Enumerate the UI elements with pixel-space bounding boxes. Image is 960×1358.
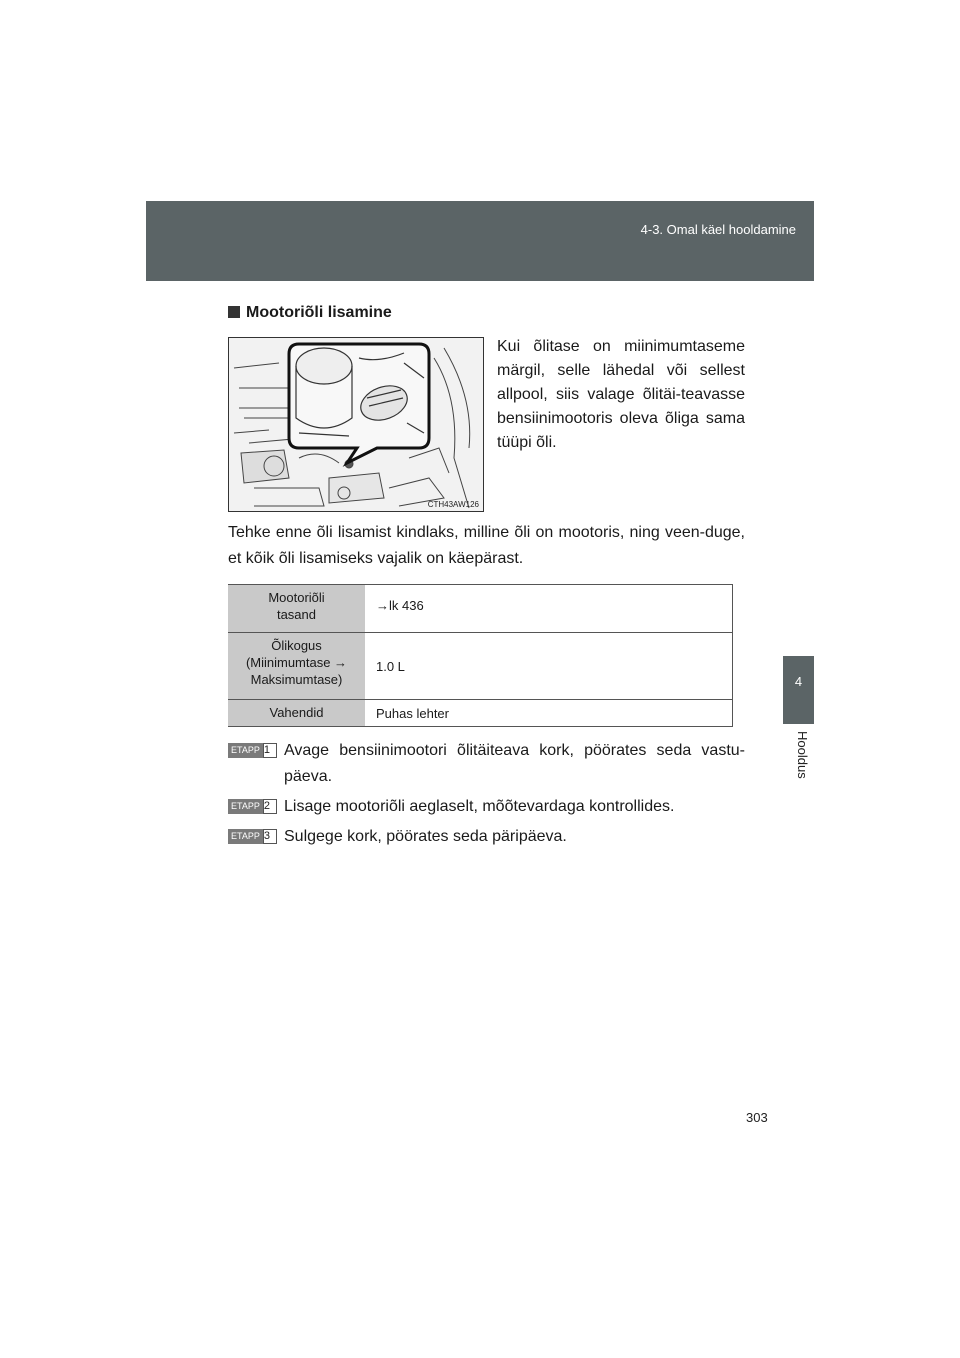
table-row bbox=[228, 633, 733, 700]
section-title: 4-3. Omal käel hooldamine bbox=[640, 222, 796, 237]
row-label: Õlikogus (Miinimumtase → Maksimumtase) bbox=[228, 633, 365, 700]
row-value: →lk 436 bbox=[365, 585, 733, 633]
heading-text: Mootoriõli lisamine bbox=[246, 304, 392, 321]
section-heading bbox=[228, 304, 392, 322]
table-row bbox=[228, 585, 733, 633]
step-text: Sulgege kork, pöörates seda päripäeva. bbox=[284, 828, 567, 845]
table-row bbox=[228, 700, 733, 727]
step-text: Avage bensiinimootori õlitäiteava kork, pöörates seda vastu-päeva. bbox=[284, 742, 745, 785]
step-list bbox=[228, 738, 745, 850]
step-badge: ETAPP 2 bbox=[228, 799, 277, 814]
step-badge: ETAPP 1 bbox=[228, 743, 277, 758]
intro-text: Kui õlitase on miinimumtaseme märgil, selle lähedal või sellest allpool, siis valage õlitäi-teavasse bensiinimootoris oleva õliga sama tüüpi õli. bbox=[497, 338, 745, 451]
chapter-label: Hooldus bbox=[795, 731, 810, 779]
chapter-number: 4 bbox=[794, 674, 803, 689]
chapter-tab bbox=[783, 656, 814, 724]
step-badge: ETAPP 3 bbox=[228, 829, 277, 844]
row-label: Vahendid bbox=[228, 700, 365, 727]
step-text: Lisage mootoriõli aeglaselt, mõõtevardaga kontrollides. bbox=[284, 798, 675, 815]
figure-code: CTH43AW126 bbox=[427, 500, 479, 509]
step-item bbox=[228, 794, 745, 820]
row-value: 1.0 L bbox=[365, 633, 733, 700]
step-item bbox=[228, 738, 745, 790]
page-number: 303 bbox=[746, 1110, 768, 1125]
square-bullet-icon bbox=[228, 306, 240, 318]
row-label: Mootoriõli tasand bbox=[228, 585, 365, 633]
header-band bbox=[146, 201, 814, 281]
oil-spec-table bbox=[228, 584, 733, 727]
step-item bbox=[228, 824, 745, 850]
engine-oil-cap-illustration bbox=[228, 337, 484, 512]
row-value: Puhas lehter bbox=[365, 700, 733, 727]
engine-bay-drawing bbox=[229, 338, 484, 512]
preparation-paragraph: Tehke enne õli lisamist kindlaks, milline õli on mootoris, ning veen-duge, et kõik õli lisamiseks vajalik on käepärast. bbox=[228, 524, 745, 567]
